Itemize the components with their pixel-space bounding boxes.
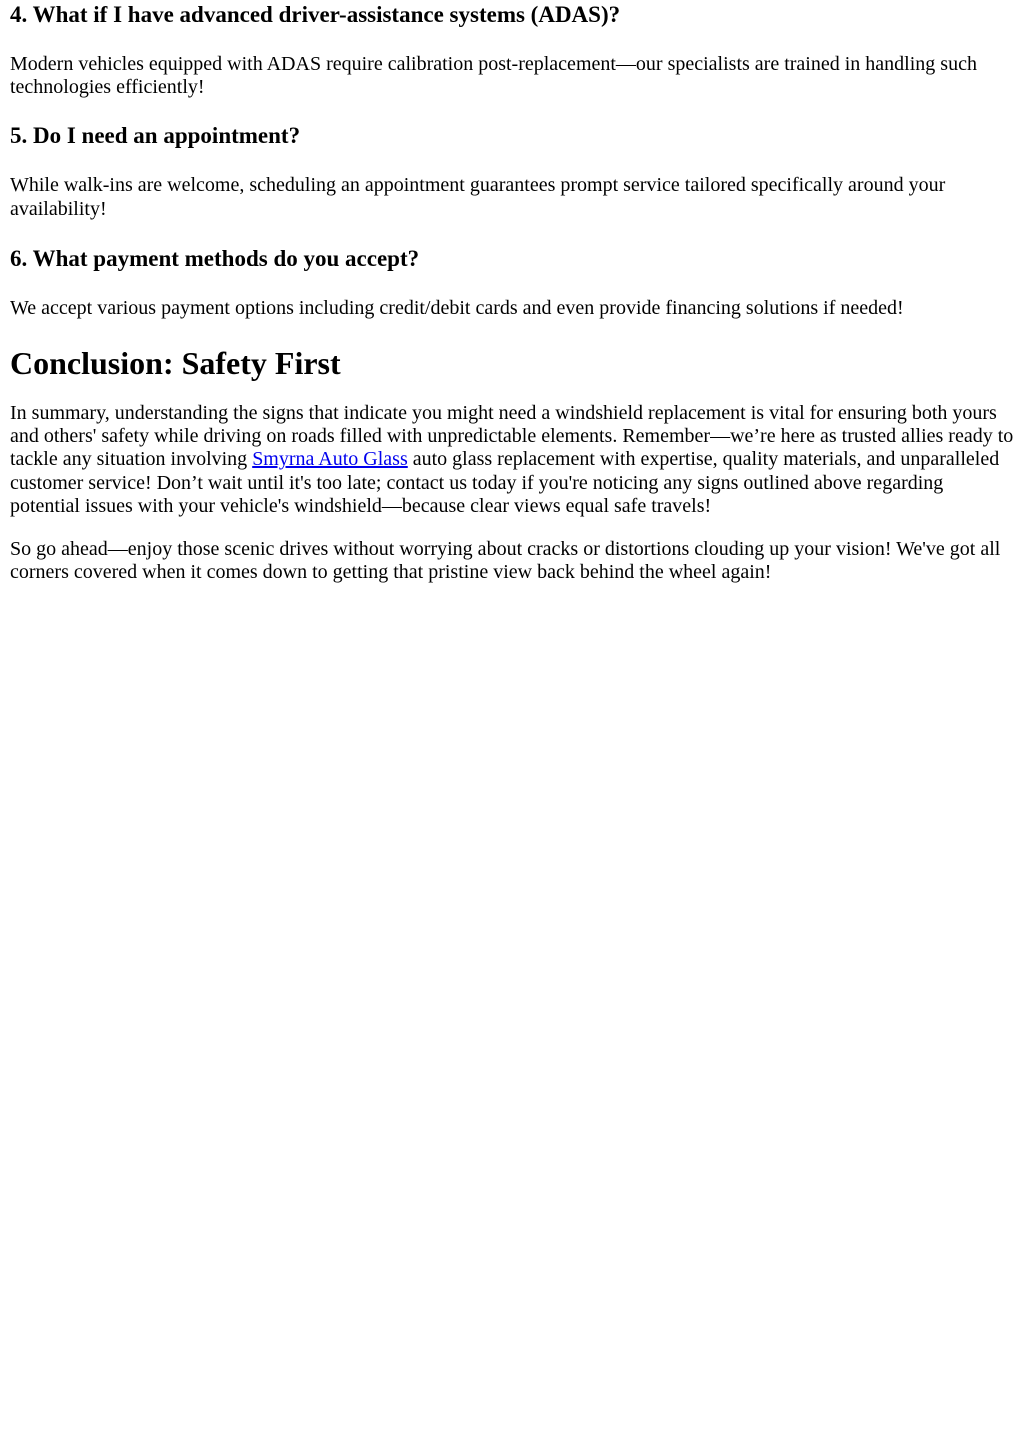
faq-question-4-heading: 4. What if I have advanced driver-assistance systems (ADAS)? <box>10 2 621 27</box>
faq-answer-5-paragraph: While walk-ins are welcome, scheduling an appointment guarantees prompt service tailored specifically around your availability! <box>10 174 946 220</box>
summary-text-after-link: auto glass replacement with expertise, quality materials, and unparalleled customer service! Don’t wait until it's too late; contact us today if you're noticing any signs outlined above regarding potential issues with your vehicle's windshield—because clear views equal safe travels! <box>10 448 1000 517</box>
summary-text-before-link: In summary, understanding the signs that indicate you might need a windshield replacement is vital for ensuring both yours and others' safety while driving on roads filled with unpredictable elements. Remember—we’re here as trusted allies ready to tackle any situation involving <box>10 402 1014 471</box>
faq-answer-6-paragraph: We accept various payment options including credit/debit cards and even provide financing solutions if needed! <box>10 296 904 319</box>
conclusion-heading: Conclusion: Safety First <box>10 345 341 382</box>
smyrna-auto-glass-link[interactable]: Smyrna Auto Glass <box>252 448 408 471</box>
faq-question-5-heading: 5. Do I need an appointment? <box>10 123 301 149</box>
summary-paragraph <box>10 402 1014 518</box>
faq-question-6-heading: 6. What payment methods do you accept? <box>10 245 420 271</box>
closing-paragraph: So go ahead—enjoy those scenic drives without worrying about cracks or distortions clouding up your vision! We've got all corners covered when it comes down to getting that pristine view back behind the wheel again! <box>10 538 1001 584</box>
faq-answer-4-paragraph: Modern vehicles equipped with ADAS require calibration post-replacement—our specialists are trained in handling such technologies efficiently! <box>10 53 977 99</box>
article-body <box>0 1 1024 584</box>
